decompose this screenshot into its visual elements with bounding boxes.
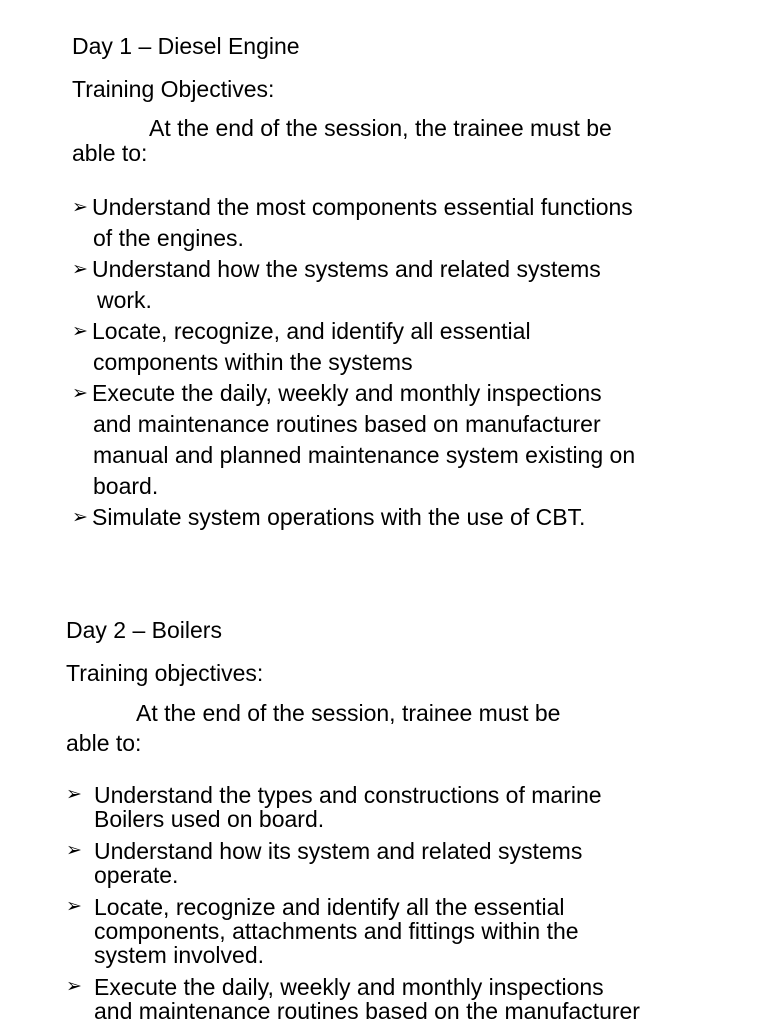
list-item — [66, 895, 736, 967]
day2-section — [66, 614, 736, 1024]
list-item-line: work. — [97, 287, 152, 313]
list-item — [72, 192, 732, 254]
list-item-line: Understand the types and constructions of marine — [94, 782, 602, 808]
day1-intro-line2: able to: — [72, 140, 148, 166]
list-item-line: Understand how its system and related systems — [94, 838, 583, 864]
day2-objectives-heading: Training objectives: — [66, 660, 264, 686]
arrow-bullet-icon: ➢ — [72, 383, 88, 404]
arrow-bullet-icon: ➢ — [66, 976, 82, 997]
list-item-line: and maintenance routines based on the manufacturer — [94, 998, 640, 1024]
list-item-line: Understand the most components essential functions — [92, 194, 633, 220]
arrow-bullet-icon: ➢ — [66, 784, 82, 805]
list-item-line: Execute the daily, weekly and monthly inspections — [94, 974, 604, 1000]
arrow-bullet-icon: ➢ — [66, 840, 82, 861]
day2-intro — [66, 698, 736, 758]
list-item-line: board. — [93, 473, 159, 499]
list-item-line: manual and planned maintenance system existing on — [93, 442, 636, 468]
list-item — [72, 378, 732, 502]
day2-objectives-list — [66, 783, 736, 1023]
list-item-line: Simulate system operations with the use of CBT. — [92, 504, 586, 530]
day1-section — [72, 30, 732, 533]
list-item — [72, 502, 732, 533]
arrow-bullet-icon: ➢ — [72, 197, 88, 218]
arrow-bullet-icon: ➢ — [72, 259, 88, 280]
list-item-line: Locate, recognize, and identify all essential — [92, 318, 531, 344]
list-item-line: operate. — [94, 862, 179, 888]
day1-intro — [72, 116, 732, 166]
list-item — [72, 254, 732, 316]
list-item-line: and maintenance routines based on manufacturer — [93, 411, 601, 437]
day2-intro-line1: At the end of the session, trainee must be — [136, 700, 561, 726]
arrow-bullet-icon: ➢ — [66, 896, 82, 917]
day1-intro-line1: At the end of the session, the trainee must be — [149, 115, 612, 141]
day1-objectives-list — [72, 192, 732, 533]
arrow-bullet-icon: ➢ — [72, 507, 88, 528]
list-item-line: Execute the daily, weekly and monthly inspections — [92, 380, 602, 406]
list-item — [66, 975, 736, 1023]
list-item-line: components, attachments and fittings within the — [94, 918, 579, 944]
list-item — [72, 316, 732, 378]
list-item-line: Understand how the systems and related systems — [92, 256, 601, 282]
day1-title: Day 1 – Diesel Engine — [72, 33, 300, 59]
list-item-line: components within the systems — [93, 349, 413, 375]
day2-intro-line2: able to: — [66, 730, 142, 756]
list-item — [66, 783, 736, 831]
list-item-line: system involved. — [94, 942, 265, 968]
arrow-bullet-icon: ➢ — [72, 321, 88, 342]
day2-title: Day 2 – Boilers — [66, 617, 222, 643]
list-item-line: Boilers used on board. — [94, 806, 325, 832]
list-item-line: of the engines. — [93, 225, 244, 251]
list-item — [66, 839, 736, 887]
list-item-line: Locate, recognize and identify all the essential — [94, 894, 565, 920]
day1-objectives-heading: Training Objectives: — [72, 76, 275, 102]
